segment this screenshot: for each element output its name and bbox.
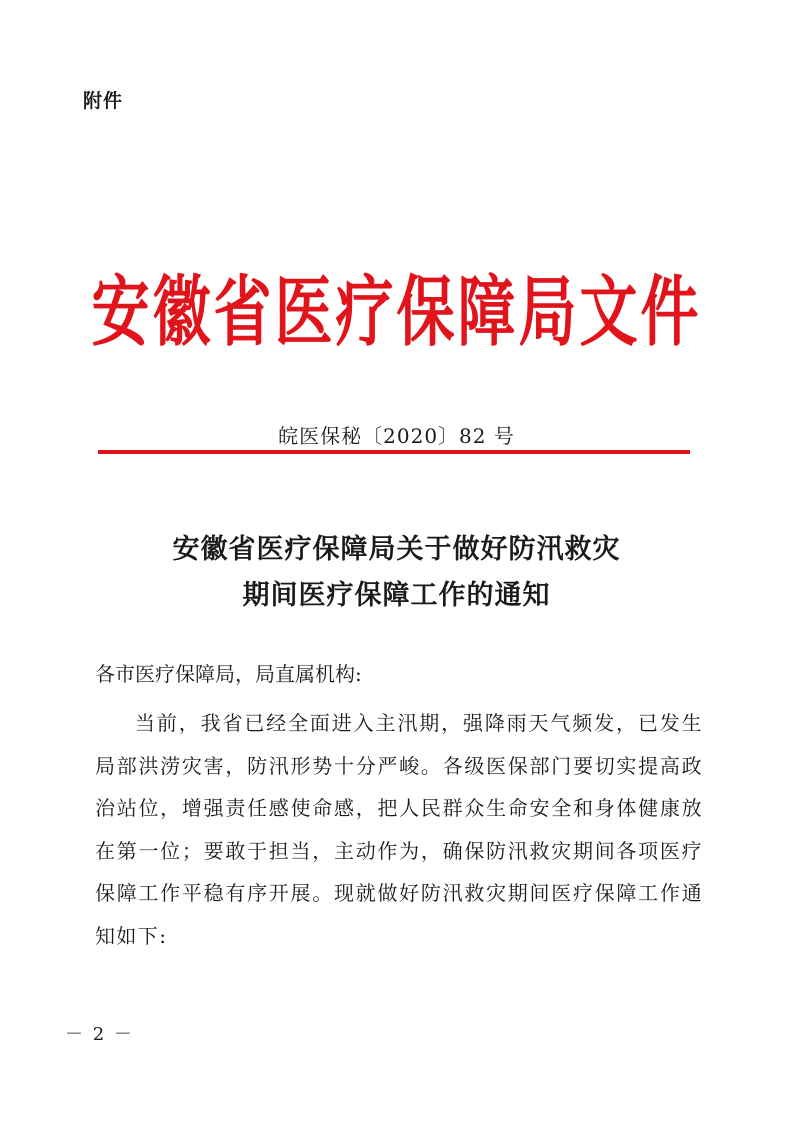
title-line-1: 安徽省医疗保障局关于做好防汛救灾 <box>172 534 621 565</box>
attachment-label: 附件 <box>83 90 124 112</box>
document-number: 皖医保秘〔2020〕82 号 <box>278 424 515 448</box>
document-title <box>0 527 793 619</box>
addressee: 各市医疗保障局，局直属机构: <box>95 662 362 686</box>
red-divider-rule <box>98 450 690 454</box>
issuer-header: 安徽省医疗保障局文件 <box>91 267 702 357</box>
title-line-2: 期间医疗保障工作的通知 <box>242 580 551 611</box>
page-number: － 2 － <box>65 1024 134 1045</box>
body-paragraph: 当前，我省已经全面进入主汛期，强降雨天气频发，已发生局部洪涝灾害，防汛形势十分严峻。各级医保部门要切实提高政治站位，增强责任感使命感，把人民群众生命安全和身体健康放在第一位；要敢于担当，主动作为，确保防汛救灾期间各项医疗保障工作平稳有序开展。现就做好防汛救灾期间医疗保障工作通知如下: <box>95 711 703 948</box>
